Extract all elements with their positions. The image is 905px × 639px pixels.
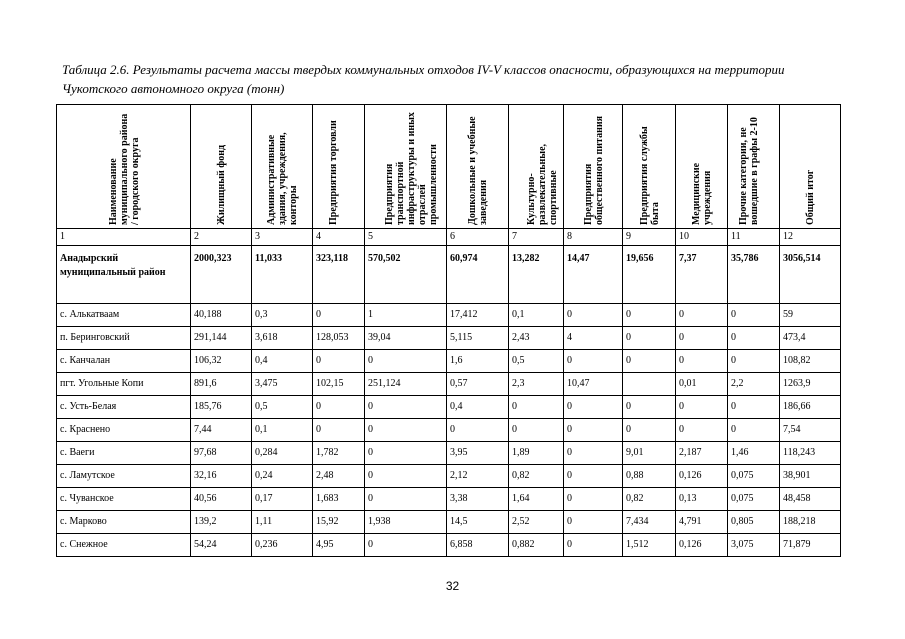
value-cell: 106,32 xyxy=(191,350,252,373)
table-row xyxy=(57,373,841,396)
value-cell: 40,188 xyxy=(191,304,252,327)
value-cell: 59 xyxy=(780,304,841,327)
column-number-cell: 12 xyxy=(780,229,841,246)
value-cell: 0,82 xyxy=(623,488,676,511)
value-cell: 71,879 xyxy=(780,534,841,557)
value-cell: 1,46 xyxy=(728,442,780,465)
header-label: Предприятия транспортной инфраструктуры и иных отраслей промышленности xyxy=(384,112,439,225)
value-cell: 0 xyxy=(365,534,447,557)
value-cell: 0,13 xyxy=(676,488,728,511)
header-label: Предприятия торговли xyxy=(328,120,339,225)
value-cell: 3,475 xyxy=(252,373,313,396)
page-number: 32 xyxy=(445,579,460,593)
value-cell: 0,1 xyxy=(252,419,313,442)
value-cell: 7,54 xyxy=(780,419,841,442)
header-cell xyxy=(676,105,728,229)
waste-table xyxy=(56,104,841,557)
table-row xyxy=(57,396,841,419)
value-cell: 9,01 xyxy=(623,442,676,465)
table-row xyxy=(57,511,841,534)
value-cell: 1,89 xyxy=(509,442,564,465)
value-cell: 0 xyxy=(509,396,564,419)
value-cell: 0 xyxy=(623,350,676,373)
header-cell xyxy=(728,105,780,229)
table-row xyxy=(57,465,841,488)
district-total-cell: 3056,514 xyxy=(780,246,841,304)
value-cell: 0 xyxy=(564,465,623,488)
header-cell xyxy=(447,105,509,229)
value-cell: 0,126 xyxy=(676,534,728,557)
column-number-cell: 5 xyxy=(365,229,447,246)
header-label: Дошкольные и учебные заведения xyxy=(467,116,489,225)
value-cell: 0 xyxy=(676,396,728,419)
header-cell xyxy=(57,105,191,229)
value-cell: 102,15 xyxy=(313,373,365,396)
value-cell: 7,434 xyxy=(623,511,676,534)
value-cell: 2,48 xyxy=(313,465,365,488)
value-cell: 0 xyxy=(676,327,728,350)
header-label: Прочие категории, не вошедшие в графы 2-10 xyxy=(737,117,760,225)
column-number-cell: 10 xyxy=(676,229,728,246)
value-cell: 0 xyxy=(564,419,623,442)
column-number-cell: 6 xyxy=(447,229,509,246)
value-cell: 0 xyxy=(564,350,623,373)
settlement-name-cell: с. Краснено xyxy=(57,419,191,442)
value-cell: 0,88 xyxy=(623,465,676,488)
value-cell: 1,683 xyxy=(313,488,365,511)
table-row xyxy=(57,419,841,442)
settlement-name-cell: с. Канчалан xyxy=(57,350,191,373)
value-cell: 15,92 xyxy=(313,511,365,534)
value-cell: 0,1 xyxy=(509,304,564,327)
value-cell: 97,68 xyxy=(191,442,252,465)
value-cell: 39,04 xyxy=(365,327,447,350)
settlement-name-cell: пгт. Угольные Копи xyxy=(57,373,191,396)
value-cell: 0 xyxy=(365,465,447,488)
settlement-name-cell: с. Ваеги xyxy=(57,442,191,465)
header-cell xyxy=(564,105,623,229)
header-cell xyxy=(509,105,564,229)
header-cell xyxy=(623,105,676,229)
value-cell: 2,2 xyxy=(728,373,780,396)
value-cell: 48,458 xyxy=(780,488,841,511)
table-row xyxy=(57,350,841,373)
table-row xyxy=(57,304,841,327)
header-cell xyxy=(780,105,841,229)
value-cell: 0 xyxy=(564,534,623,557)
value-cell: 0 xyxy=(676,304,728,327)
value-cell: 0,24 xyxy=(252,465,313,488)
header-label: Жилищный фонд xyxy=(216,144,227,225)
value-cell xyxy=(623,373,676,396)
settlement-name-cell: с. Алькатваам xyxy=(57,304,191,327)
value-cell: 0 xyxy=(676,419,728,442)
value-cell: 6,858 xyxy=(447,534,509,557)
table-row xyxy=(57,442,841,465)
table-row xyxy=(57,534,841,557)
value-cell: 0,075 xyxy=(728,488,780,511)
value-cell: 0 xyxy=(365,350,447,373)
value-cell: 0 xyxy=(313,396,365,419)
value-cell: 0 xyxy=(623,304,676,327)
value-cell: 5,115 xyxy=(447,327,509,350)
value-cell: 0 xyxy=(728,304,780,327)
value-cell: 128,053 xyxy=(313,327,365,350)
value-cell: 118,243 xyxy=(780,442,841,465)
column-number-cell: 11 xyxy=(728,229,780,246)
value-cell: 1,782 xyxy=(313,442,365,465)
column-number-cell: 1 xyxy=(57,229,191,246)
district-total-cell: 13,282 xyxy=(509,246,564,304)
main-row xyxy=(57,246,841,304)
header-row xyxy=(57,105,841,229)
settlement-name-cell: с. Марково xyxy=(57,511,191,534)
value-cell: 0 xyxy=(313,304,365,327)
header-label: Медицинские учреждения xyxy=(691,162,713,225)
value-cell: 14,5 xyxy=(447,511,509,534)
value-cell: 0 xyxy=(728,396,780,419)
value-cell: 10,47 xyxy=(564,373,623,396)
column-number-row xyxy=(57,229,841,246)
table-row xyxy=(57,327,841,350)
value-cell: 185,76 xyxy=(191,396,252,419)
value-cell: 54,24 xyxy=(191,534,252,557)
value-cell: 0,17 xyxy=(252,488,313,511)
value-cell: 2,3 xyxy=(509,373,564,396)
settlement-name-cell: п. Беринговский xyxy=(57,327,191,350)
district-total-cell: 2000,323 xyxy=(191,246,252,304)
value-cell: 0,4 xyxy=(447,396,509,419)
settlement-name-cell: с. Ламутское xyxy=(57,465,191,488)
value-cell: 0 xyxy=(623,419,676,442)
value-cell: 291,144 xyxy=(191,327,252,350)
header-cell xyxy=(252,105,313,229)
value-cell: 7,44 xyxy=(191,419,252,442)
value-cell: 0,284 xyxy=(252,442,313,465)
header-label: Культурно-развлекательные, спортивные xyxy=(525,143,559,225)
district-total-cell: 19,656 xyxy=(623,246,676,304)
value-cell: 17,412 xyxy=(447,304,509,327)
value-cell: 0,4 xyxy=(252,350,313,373)
column-number-cell: 4 xyxy=(313,229,365,246)
value-cell: 0 xyxy=(728,419,780,442)
value-cell: 3,38 xyxy=(447,488,509,511)
value-cell: 0 xyxy=(365,396,447,419)
column-number-cell: 8 xyxy=(564,229,623,246)
value-cell: 0 xyxy=(623,327,676,350)
value-cell: 0 xyxy=(564,304,623,327)
value-cell: 0 xyxy=(447,419,509,442)
value-cell: 0,01 xyxy=(676,373,728,396)
column-number-cell: 7 xyxy=(509,229,564,246)
table-row xyxy=(57,488,841,511)
value-cell: 0 xyxy=(313,419,365,442)
value-cell: 1,512 xyxy=(623,534,676,557)
value-cell: 891,6 xyxy=(191,373,252,396)
value-cell: 0,3 xyxy=(252,304,313,327)
header-label: Административные здания, учреждения, конторы xyxy=(266,132,299,225)
header-cell xyxy=(365,105,447,229)
value-cell: 0,075 xyxy=(728,465,780,488)
header-label: Наименование муниципального района / городского округа xyxy=(107,113,141,225)
district-total-cell: 60,974 xyxy=(447,246,509,304)
settlement-name-cell: с. Усть-Белая xyxy=(57,396,191,419)
value-cell: 2,187 xyxy=(676,442,728,465)
value-cell: 0,236 xyxy=(252,534,313,557)
column-number-cell: 2 xyxy=(191,229,252,246)
header-cell xyxy=(313,105,365,229)
value-cell: 0 xyxy=(676,350,728,373)
value-cell: 0 xyxy=(728,350,780,373)
value-cell: 0,5 xyxy=(509,350,564,373)
value-cell: 40,56 xyxy=(191,488,252,511)
value-cell: 3,618 xyxy=(252,327,313,350)
value-cell: 1,64 xyxy=(509,488,564,511)
value-cell: 251,124 xyxy=(365,373,447,396)
value-cell: 0 xyxy=(564,488,623,511)
value-cell: 0 xyxy=(564,442,623,465)
value-cell: 1,11 xyxy=(252,511,313,534)
value-cell: 0 xyxy=(564,511,623,534)
district-total-cell: 35,786 xyxy=(728,246,780,304)
table-caption: Таблица 2.6. Результаты расчета массы твердых коммунальных отходов IV-V классов опасности, образующихся на территории Чукотского автономного округа (тонн) xyxy=(62,62,785,96)
value-cell: 0,57 xyxy=(447,373,509,396)
value-cell: 0,126 xyxy=(676,465,728,488)
settlement-name-cell: с. Снежное xyxy=(57,534,191,557)
value-cell: 0 xyxy=(313,350,365,373)
value-cell: 1,938 xyxy=(365,511,447,534)
value-cell: 0,5 xyxy=(252,396,313,419)
header-label: Предприятия службы быта xyxy=(638,126,661,225)
header-cell xyxy=(191,105,252,229)
value-cell: 2,12 xyxy=(447,465,509,488)
value-cell: 0 xyxy=(365,488,447,511)
column-number-cell: 9 xyxy=(623,229,676,246)
district-total-cell: 11,033 xyxy=(252,246,313,304)
column-number-cell: 3 xyxy=(252,229,313,246)
value-cell: 0 xyxy=(564,396,623,419)
value-cell: 139,2 xyxy=(191,511,252,534)
header-label: Предприятия общественного питания xyxy=(582,116,605,225)
district-total-cell: 7,37 xyxy=(676,246,728,304)
value-cell: 0 xyxy=(623,396,676,419)
district-name-cell: Анадырский муниципальный район xyxy=(57,246,191,304)
value-cell: 0 xyxy=(728,327,780,350)
value-cell: 108,82 xyxy=(780,350,841,373)
header-label: Общий итог xyxy=(805,169,816,225)
value-cell: 2,43 xyxy=(509,327,564,350)
value-cell: 473,4 xyxy=(780,327,841,350)
value-cell: 0 xyxy=(509,419,564,442)
district-total-cell: 14,47 xyxy=(564,246,623,304)
value-cell: 0,882 xyxy=(509,534,564,557)
settlement-name-cell: с. Чуванское xyxy=(57,488,191,511)
value-cell: 4,791 xyxy=(676,511,728,534)
value-cell: 0 xyxy=(365,419,447,442)
value-cell: 32,16 xyxy=(191,465,252,488)
value-cell: 4 xyxy=(564,327,623,350)
value-cell: 3,95 xyxy=(447,442,509,465)
value-cell: 1263,9 xyxy=(780,373,841,396)
district-total-cell: 323,118 xyxy=(313,246,365,304)
district-total-cell: 570,502 xyxy=(365,246,447,304)
value-cell: 188,218 xyxy=(780,511,841,534)
value-cell: 0,82 xyxy=(509,465,564,488)
value-cell: 0 xyxy=(365,442,447,465)
value-cell: 4,95 xyxy=(313,534,365,557)
value-cell: 3,075 xyxy=(728,534,780,557)
value-cell: 38,901 xyxy=(780,465,841,488)
value-cell: 0,805 xyxy=(728,511,780,534)
value-cell: 186,66 xyxy=(780,396,841,419)
value-cell: 1,6 xyxy=(447,350,509,373)
value-cell: 1 xyxy=(365,304,447,327)
value-cell: 2,52 xyxy=(509,511,564,534)
